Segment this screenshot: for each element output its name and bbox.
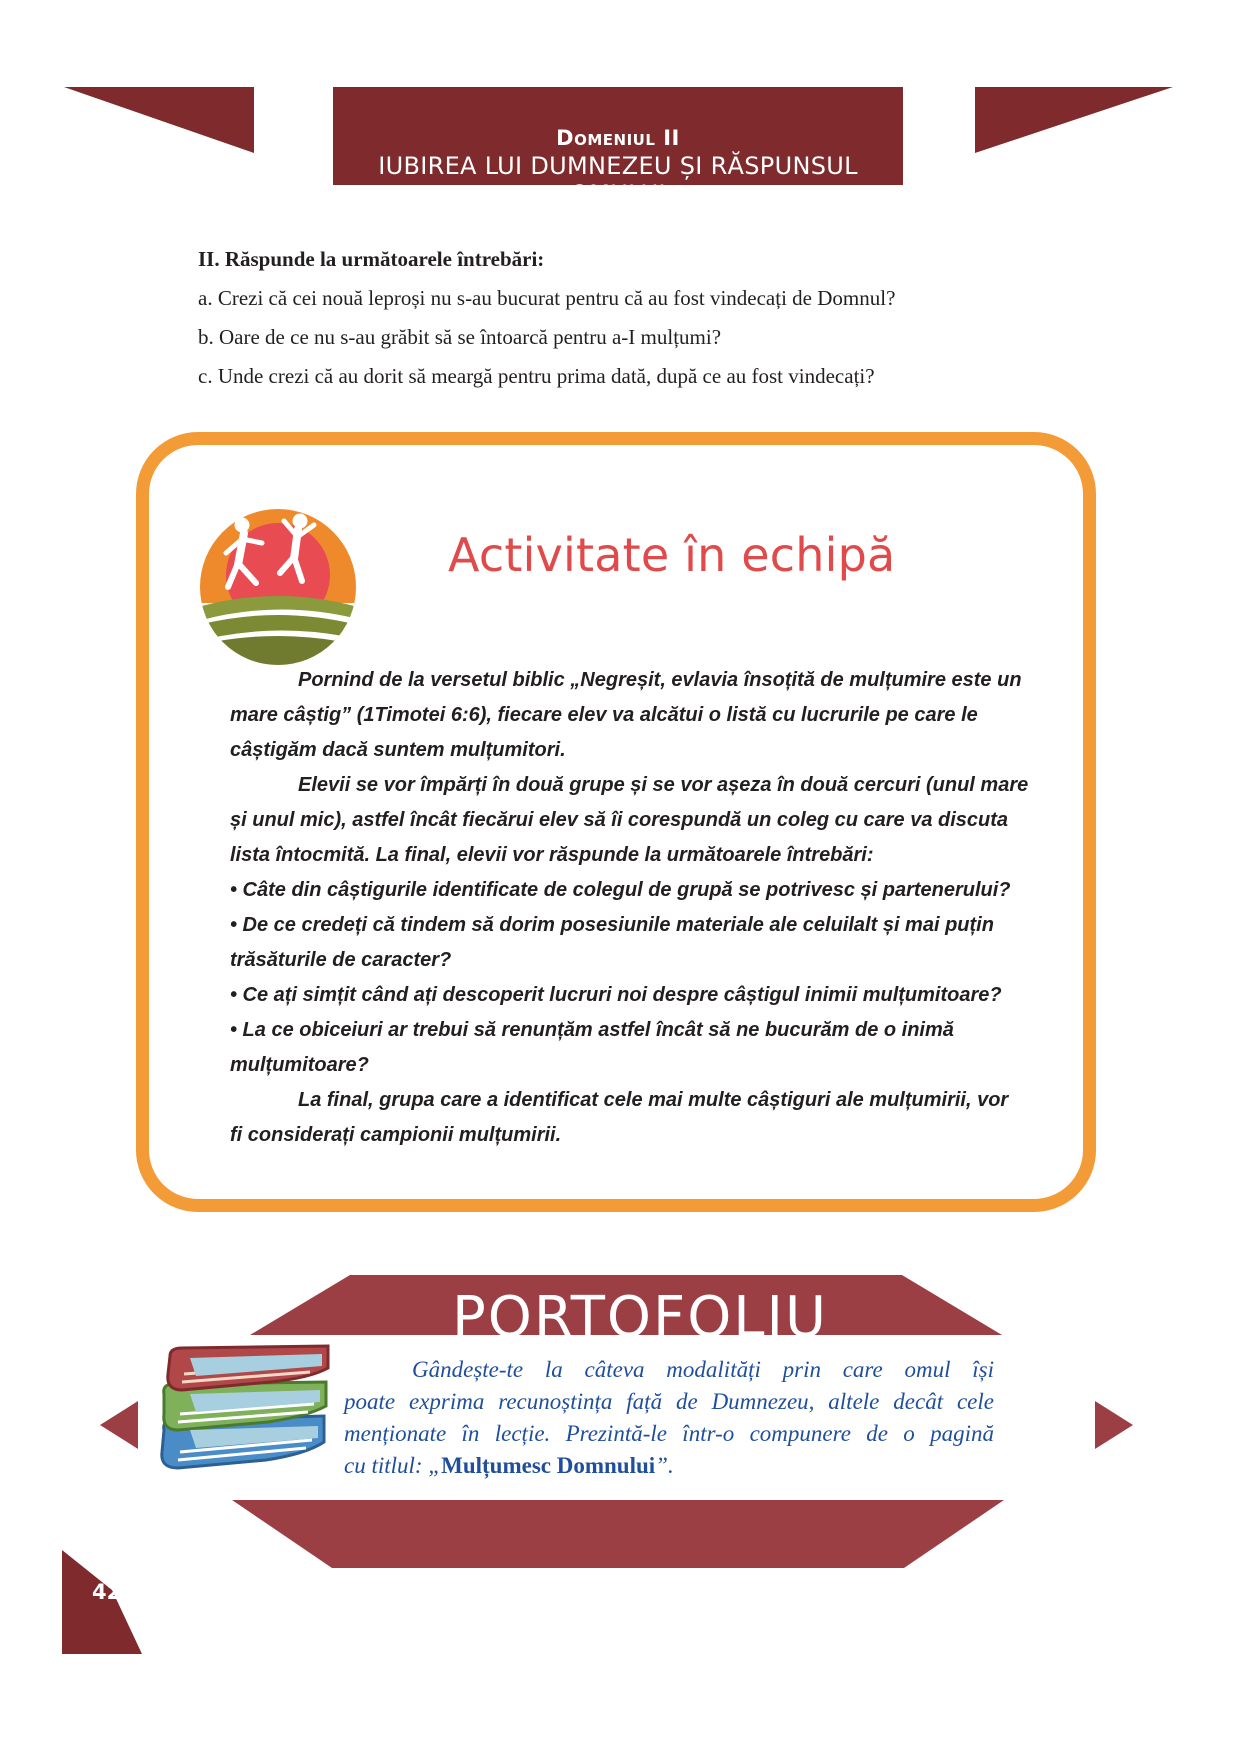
activity-title: Activitate în echipă <box>448 528 896 582</box>
header-left-ribbon <box>64 85 256 155</box>
activity-line: și unul mic), astfel încât fiecărui elev să îi corespundă un coleg cu care va discuta <box>230 809 1009 831</box>
portfolio-line-prefix: cu titlul: „ <box>344 1453 442 1478</box>
portfolio-bottom-banner <box>232 1498 1004 1570</box>
activity-line: mare câștig” (1Timotei 6:6), fiecare elev va alcătui o listă cu lucrurile pe care le <box>230 704 978 726</box>
question-b: b. Oare de ce nu s-au grăbit să se întoarcă pentru a-I mulțumi? <box>198 325 722 349</box>
activity-line: câștigăm dacă suntem mulțumitori. <box>230 739 566 761</box>
portfolio-line: Gândește-te la câteva modalități prin care omul își <box>412 1357 994 1382</box>
page-number: 42 <box>92 1580 122 1604</box>
activity-line: Elevii se vor împărți în două grupe și se vor așeza în două cercuri (unul mare <box>298 774 1029 796</box>
activity-bullet: • Ce ați simțit când ați descoperit lucruri noi despre câștigul inimii mulțumitoare? <box>230 984 1002 1006</box>
portfolio-bold-title: Mulțumesc Domnului <box>441 1453 656 1478</box>
domain-title: IUBIREA LUI DUMNEZEU ȘI RĂSPUNSUL OMULUI <box>378 152 858 208</box>
portfolio-title: PORTOFOLIU <box>452 1285 828 1350</box>
activity-line: mulțumitoare? <box>230 1054 369 1076</box>
portfolio-text <box>344 1354 994 1482</box>
activity-line: La final, grupa care a identificat cele mai multe câștiguri ale mulțumirii, vor <box>298 1089 1009 1111</box>
left-arrow-icon <box>100 1400 140 1450</box>
activity-text <box>230 663 1060 1153</box>
questions-section <box>198 240 1058 396</box>
question-c: c. Unde crezi că au dorit să meargă pentru prima dată, după ce au fost vindecați? <box>198 364 875 388</box>
activity-line: lista întocmită. La final, elevii vor răspunde la următoarele întrebări: <box>230 844 874 866</box>
right-arrow-icon <box>1095 1400 1135 1450</box>
team-activity-icon <box>198 507 358 667</box>
portfolio-closing: ”. <box>655 1453 674 1478</box>
activity-bullet: • Câte din câștigurile identificate de colegul de grupă se potrivesc și partenerului? <box>230 879 1011 901</box>
activity-bullet: • De ce credeți că tindem să dorim posesiunile materiale ale celuilalt și mai puțin <box>230 914 994 936</box>
portfolio-line: menționate în lecție. Prezintă-le într-o compunere de o pagină <box>344 1421 994 1446</box>
domain-header <box>333 87 903 208</box>
activity-line: trăsăturile de caracter? <box>230 949 452 971</box>
header-right-ribbon <box>975 85 1175 155</box>
portfolio-line-last <box>344 1450 994 1482</box>
domain-label: Domeniul II <box>556 126 680 150</box>
activity-line: fi considerați campionii mulțumirii. <box>230 1124 562 1146</box>
portfolio-line: poate exprima recunoștința față de Dumnezeu, altele decât cele <box>344 1389 994 1414</box>
questions-heading: II. Răspunde la următoarele întrebări: <box>198 247 545 271</box>
activity-line: Pornind de la versetul biblic „Negreșit, evlavia însoțită de mulțumire este un <box>298 669 1022 691</box>
question-a: a. Crezi că cei nouă leproși nu s-au bucurat pentru că au fost vindecați de Domnul? <box>198 286 896 310</box>
books-icon <box>156 1342 336 1476</box>
activity-bullet: • La ce obiceiuri ar trebui să renunțăm astfel încât să ne bucurăm de o inimă <box>230 1019 954 1041</box>
